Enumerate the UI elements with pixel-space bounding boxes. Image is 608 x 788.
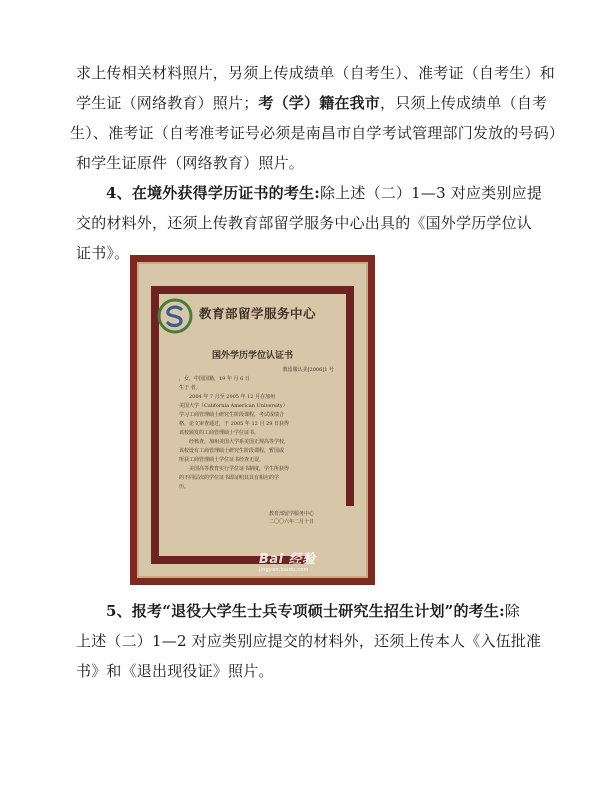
certificate-line: 美国高等教育实行学位证书制度，学生所获得 xyxy=(189,466,290,472)
paragraph-veteran-students xyxy=(76,596,546,686)
signature-org: 教育部留学服务中心 xyxy=(268,511,314,517)
text-line: 证书》。 xyxy=(76,244,130,262)
certificate-body xyxy=(179,366,334,492)
frame-decoration xyxy=(346,286,354,506)
certificate-signature xyxy=(269,510,314,526)
certificate-line: 格，论文审查通过，于 2005 年 12 月 29 日获得 xyxy=(179,421,289,427)
text-line: 4、在境外获得学历证书的考生:除上述（二）1—3 对应类别应提 xyxy=(106,184,543,202)
text-line: 学生证（网络教育）照片；考（学）籍在我市，只须上传成绩单（自考 xyxy=(76,94,548,112)
text-line: 求上传相关材料照片，另须上传成绩单（自考生）、准考证（自考生）和 xyxy=(76,64,555,82)
text-line: 和学生证原件（网络教育）照片。 xyxy=(76,154,305,172)
certificate-image xyxy=(130,255,375,585)
watermark-brand: Bai 经验 xyxy=(259,552,316,567)
certificate-line: 美国大学（California American University） xyxy=(179,403,288,409)
certificate-line: 学习工商管理硕士研究生阶段课程，考试成绩合 xyxy=(179,412,285,418)
certificate-line: 历。 xyxy=(179,484,190,490)
baidu-watermark xyxy=(259,548,316,573)
certificate-line: ，女，中国国籍，19 年 月 6 日 xyxy=(179,376,250,382)
certificate-title: 国外学历学位认证书 xyxy=(211,351,293,361)
bold-phrase: 考（学）籍在我市 xyxy=(258,94,381,112)
certificate-line: 2004 年 7 月至 2005 年 12 月在加州 xyxy=(189,394,276,400)
section-heading-4: 4、在境外获得学历证书的考生: xyxy=(106,184,320,202)
text-line: 交的材料外，还须上传教育部留学服务中心出具的《国外学历学位认 xyxy=(76,214,533,232)
text-line: 5、报考“退役大学生士兵专项硕士研究生招生计划”的考生:除 xyxy=(106,602,521,620)
certificate-line: 生于 者。 xyxy=(179,385,201,391)
certificate-paper xyxy=(137,262,368,578)
watermark-url: jingyan.baidu.com xyxy=(259,567,309,573)
section-heading-5: 5、报考“退役大学生士兵专项硕士研究生招生计划”的考生: xyxy=(106,602,505,620)
text-line: 上述（二）1—2 对应类别应提交的材料外，还须上传本人《入伍批准 xyxy=(76,632,542,650)
cscse-logo-icon xyxy=(157,298,193,334)
text-line: 书》和《退出现役证》照片。 xyxy=(76,662,274,680)
certificate-line: 的不同层次的学位证书即证明其具有相应的学 xyxy=(179,475,280,481)
certificate-line: 教留服认美[2006]1 号 xyxy=(282,367,334,373)
signature-date: 二〇〇六年二月十日 xyxy=(268,519,314,525)
text-line: 生）、准考证（自考准考证号必须是南昌市自学考试管理部门发放的号码） xyxy=(70,124,565,142)
frame-decoration xyxy=(151,286,354,294)
certificate-org: 教育部留学服务中心 xyxy=(199,306,317,321)
certificate-line: 该校颁发的工商管理硕士学位证书。 xyxy=(179,430,260,436)
paragraph-upload-materials xyxy=(70,58,565,178)
certificate-line: 所获工商管理硕士学位证书经查无误。 xyxy=(179,457,265,463)
certificate-line: 经核查，加州美国大学系美国正规高等学校， xyxy=(189,439,290,445)
certificate-line: 该校设有工商管理硕士研究生阶段课程，暂国或 xyxy=(179,448,285,454)
